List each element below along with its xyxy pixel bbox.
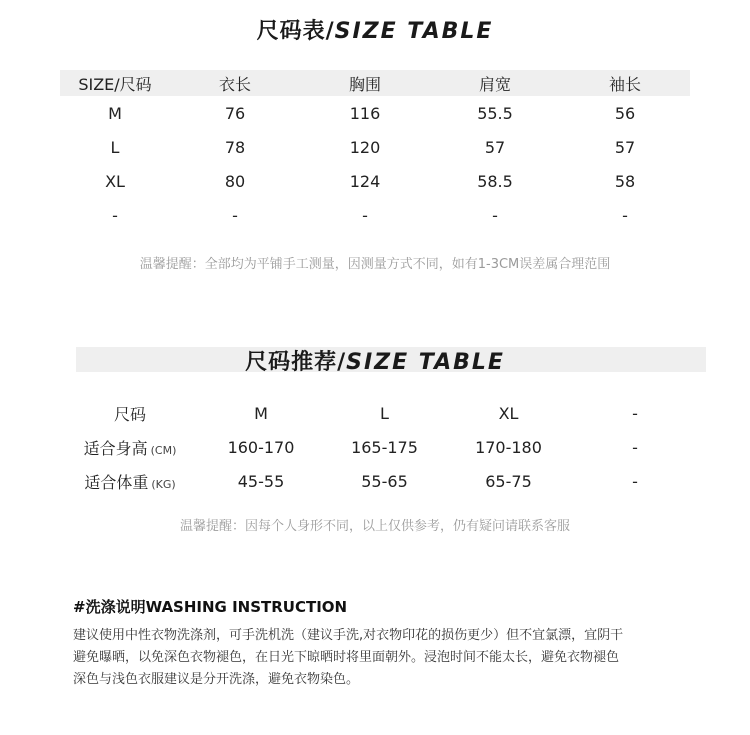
table-row <box>60 164 690 198</box>
table-cell: - <box>112 205 118 225</box>
table-cell: 165-175 <box>351 437 418 457</box>
table-cell: 45-55 <box>237 471 285 491</box>
table-cell: 170-180 <box>475 437 542 457</box>
table-cell: 57 <box>484 137 506 157</box>
size-table-header <box>60 70 690 96</box>
table-cell: 56 <box>614 103 636 123</box>
table-cell: - <box>622 205 628 225</box>
table-row <box>60 96 690 130</box>
table-cell: M <box>254 403 268 423</box>
row-label <box>60 402 200 425</box>
table-cell: - <box>632 403 638 423</box>
recommend-table-note: 温馨提醒：因每个人身形不同，以上仅供参考，仍有疑问请联系客服 <box>179 519 570 534</box>
washing-title: #洗涤说明WASHING INSTRUCTION <box>73 598 348 616</box>
size-table-note: 温馨提醒：全部均为平铺手工测量，因测量方式不同，如有1-3CM误差属合理范围 <box>139 257 611 272</box>
washing-line: 深色与浅色衣服建议是分开洗涤，避免衣物染色。 <box>73 672 360 687</box>
row-label-text: 尺码 <box>113 404 146 424</box>
recommend-title-en: SIZE TABLE <box>346 350 505 375</box>
washing-instructions <box>73 625 688 691</box>
table-cell: 78 <box>224 137 246 157</box>
table-cell: 116 <box>349 103 381 123</box>
table-row <box>60 430 700 464</box>
header-cell: 衣长 <box>218 74 251 94</box>
table-cell: XL <box>498 403 519 423</box>
table-row <box>60 198 690 232</box>
size-table-title-cn: 尺码表/ <box>256 19 335 44</box>
recommend-table-title <box>0 345 750 376</box>
table-cell: 160-170 <box>227 437 295 457</box>
row-label <box>60 436 200 459</box>
header-cell: 肩宽 <box>478 74 511 94</box>
table-cell: 55-65 <box>361 471 408 491</box>
table-row <box>60 464 700 498</box>
table-cell: XL <box>105 171 125 191</box>
table-cell: M <box>108 103 122 123</box>
washing-line: 建议使用中性衣物洗涤剂，可手洗机洗（建议手洗,对衣物印花的损伤更少）但不宜氯漂，宜阴干 <box>73 628 624 643</box>
row-label <box>60 470 200 493</box>
header-cell: 袖长 <box>608 74 641 94</box>
row-unit: (CM) <box>150 443 177 457</box>
row-label-text: 适合体重 <box>84 472 149 492</box>
table-row <box>60 396 700 430</box>
table-cell: - <box>632 471 638 491</box>
table-cell: 57 <box>614 137 636 157</box>
table-cell: - <box>632 437 638 457</box>
table-cell: 76 <box>224 103 246 123</box>
washing-line: 避免曝晒，以免深色衣物褪色，在日光下晾晒时将里面朝外。浸泡时间不能太长，避免衣物褪色 <box>73 650 620 665</box>
table-cell: 80 <box>224 171 246 191</box>
table-cell: 65-75 <box>485 471 532 491</box>
table-cell: - <box>232 205 238 225</box>
recommend-table <box>60 396 700 498</box>
row-label-text: 适合身高 <box>83 438 148 458</box>
table-cell: - <box>492 205 498 225</box>
table-cell: 120 <box>349 137 381 157</box>
table-cell: 124 <box>349 171 381 191</box>
row-unit: (KG) <box>151 477 176 491</box>
table-cell: - <box>362 205 368 225</box>
header-cell: SIZE/尺码 <box>78 74 152 94</box>
size-table-title-en: SIZE TABLE <box>334 19 494 44</box>
recommend-title-cn: 尺码推荐/ <box>245 350 347 375</box>
size-table-title <box>0 14 750 45</box>
table-cell: 58.5 <box>477 171 513 191</box>
table-cell: 55.5 <box>477 103 513 123</box>
table-cell: L <box>110 137 120 157</box>
size-table <box>60 70 690 232</box>
table-row <box>60 130 690 164</box>
header-cell: 胸围 <box>348 74 381 94</box>
table-cell: 58 <box>614 171 636 191</box>
table-cell: L <box>380 403 389 423</box>
